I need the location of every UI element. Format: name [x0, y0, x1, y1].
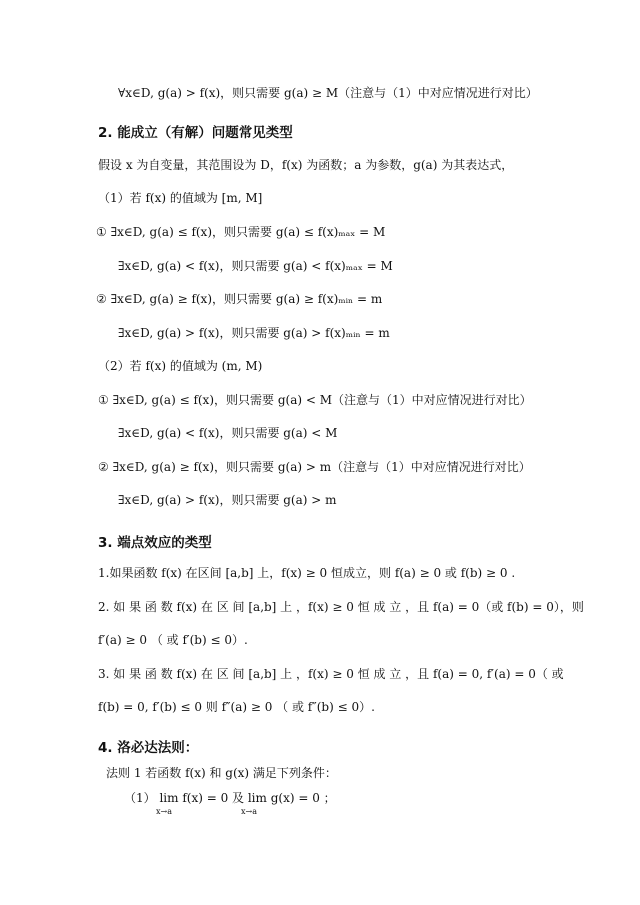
text-line: ∃x∈D, g(a) > f(x)，则只需要 g(a) > m	[118, 493, 337, 507]
text-line: ① ∃x∈D, g(a) ≤ f(x)，则只需要 g(a) ≤ f(x)ₘₐₓ = M	[96, 225, 386, 239]
text-line: 2. 如 果 函 数 f(x) 在 区 间 [a,b] 上 ，f(x) ≥ 0 恒 成 立 ，且 f(a) = 0（或 f(b) = 0），则	[98, 600, 584, 614]
text-line: 3. 如 果 函 数 f(x) 在 区 间 [a,b] 上 ，f(x) ≥ 0 恒 成 立 ，且 f(a) = 0, f′(a) = 0（ 或	[98, 667, 564, 681]
text-line: 假设 x 为自变量，其范围设为 D，f(x) 为函数；a 为参数，g(a) 为其表达式，	[98, 158, 514, 172]
section-heading-4: 4. 洛必达法则：	[98, 740, 199, 756]
limit-subscript: x→a	[241, 807, 257, 816]
section-heading-3: 3. 端点效应的类型	[98, 535, 212, 551]
text-line: （2）若 f(x) 的值域为 (m, M)	[98, 359, 263, 373]
section-heading-2: 2. 能成立（有解）问题常见类型	[98, 125, 293, 141]
text-line: ② ∃x∈D, g(a) ≥ f(x)，则只需要 g(a) ≥ f(x)ₘᵢₙ = m	[96, 292, 383, 306]
text-line: ① ∃x∈D, g(a) ≤ f(x)，则只需要 g(a) < M（注意与（1）中对应情况进行对比）	[98, 393, 532, 407]
text-line: 法则 1 若函数 f(x) 和 g(x) 满足下列条件：	[106, 766, 337, 780]
text-line: f′(a) ≥ 0 （ 或 f′(b) ≤ 0）.	[98, 633, 248, 647]
text-line: ∃x∈D, g(a) < f(x)，则只需要 g(a) < M	[118, 426, 338, 440]
text-line: ② ∃x∈D, g(a) ≥ f(x)，则只需要 g(a) > m（注意与（1）中对应情况进行对比）	[98, 460, 531, 474]
text-line: ∃x∈D, g(a) > f(x)，则只需要 g(a) > f(x)ₘᵢₙ = m	[118, 326, 390, 340]
text-line: ∀x∈D, g(a) > f(x)，则只需要 g(a) ≥ M（注意与（1）中对应情况进行对比）	[118, 86, 538, 100]
text-line: 1.如果函数 f(x) 在区间 [a,b] 上，f(x) ≥ 0 恒成立，则 f(a) ≥ 0 或 f(b) ≥ 0 .	[98, 566, 516, 580]
text-line: （1） lim f(x) = 0 及 lim g(x) = 0 ；	[124, 791, 336, 805]
text-line: f(b) = 0, f′(b) ≤ 0 则 f″(a) ≥ 0 （ 或 f″(b) ≤ 0）.	[98, 700, 375, 714]
text-line: （1）若 f(x) 的值域为 [m, M]	[98, 191, 263, 205]
limit-subscript: x→a	[156, 807, 172, 816]
text-line: ∃x∈D, g(a) < f(x)，则只需要 g(a) < f(x)ₘₐₓ = M	[118, 259, 393, 273]
